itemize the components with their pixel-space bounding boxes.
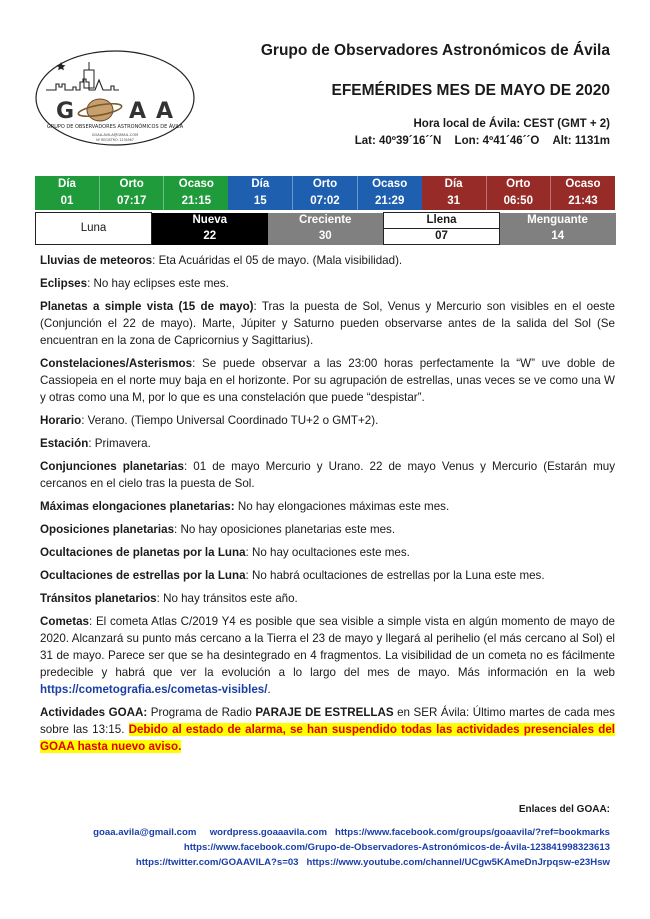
facebook-page-link[interactable]: https://www.facebook.com/Grupo-de-Observadores-Astronómicos-de-Ávila-123841998323613 [183,842,610,853]
eph-header-ocaso-3: Ocaso [551,176,616,193]
moon-label: Luna [36,213,152,245]
section-cometas: Cometas: El cometa Atlas C/2019 Y4 es posible que sea visible a simple vista en algún momento de mayo de 2020. Alcanzará su punto más cercano a la Tierra el 23 de mayo y llegará al perihelio (el más cercano al Sol) el 31 de mayo. Parece ser que se ha desintegrado en 4 fragmentos. La visibilidad de un cometa no es fácilmente predecible y habrá que ver la evolución a lo largo del mes de mayo. Más información en la web https://cometografia.es/cometas-visibles/. [40,615,615,696]
moon-day-creciente: 30 [268,229,384,245]
moon-day-menguante: 14 [500,229,616,245]
ephemeris-value-row [35,193,615,210]
svg-text:GRUPO DE OBSERVADORES ASTRONÓM: GRUPO DE OBSERVADORES ASTRONÓMICOS DE ÁVILA [46,124,184,130]
footer-line-1 [50,825,610,840]
eph-header-ocaso-1: Ocaso [164,176,228,193]
svg-text:GOAA.AVILA@GMAIL.COM: GOAA.AVILA@GMAIL.COM [91,133,139,137]
ephemeris-table [35,176,615,210]
eph-value-day-1: 01 [35,193,99,210]
section-oposiciones: Oposiciones planetarias: No hay oposiciones planetarias este mes. [40,523,396,536]
svg-text:Nº REGISTRO: 1234567: Nº REGISTRO: 1234567 [96,138,134,142]
section-eclipses: Eclipses: No hay eclipses este mes. [40,277,229,290]
section-horario: Horario: Verano. (Tiempo Universal Coordinado TU+2 o GMT+2). [40,414,379,427]
org-title: Grupo de Observadores Astronómicos de Ávila [260,42,610,59]
eph-header-orto-3: Orto [486,176,550,193]
alarm-notice: Debido al estado de alarma, se han suspendido todas las actividades presenciales del GOAA hasta nuevo aviso. [40,723,615,753]
moon-day-nueva: 22 [152,229,268,245]
moon-phases-table [35,212,616,245]
ephemeris-content [40,252,615,761]
youtube-link[interactable]: https://www.youtube.com/channel/UCgw5KAmeDnJrpqsw-e23Hsw [306,857,610,868]
altitude: Alt: 1131m [552,135,610,147]
footer-line-2 [50,840,610,855]
eph-value-orto-2: 07:02 [293,193,357,210]
eph-value-ocaso-3: 21:43 [551,193,616,210]
eph-header-day-1: Día [35,176,99,193]
eph-value-ocaso-2: 21:29 [357,193,421,210]
moon-phase-llena: Llena [384,213,500,229]
coordinates [355,135,610,147]
eph-header-orto-1: Orto [99,176,163,193]
eph-value-day-2: 15 [228,193,292,210]
eph-header-day-3: Día [422,176,486,193]
section-planetas: Planetas a simple vista (15 de mayo): Tras la puesta de Sol, Venus y Mercurio son visibles en el oeste (Conjunción el 22 de mayo). Marte, Júpiter y Saturno pueden observarse antes de la salida del Sol (Se encuentran en la zona de Capricornius y Sagittarius). [40,300,615,347]
ephemeris-header-row [35,176,615,193]
section-conjunciones: Conjunciones planetarias: 01 de mayo Mercurio y Urano. 22 de mayo Venus y Mercurio (Estarán muy cercanos en el cielo tras la puesta de Sol. [40,460,616,490]
eph-value-day-3: 31 [422,193,486,210]
eph-value-ocaso-1: 21:15 [164,193,228,210]
section-meteoros: Lluvias de meteoros: Eta Acuáridas el 05 de mayo. (Mala visibilidad). [40,254,403,267]
footer-title: Enlaces del GOAA: [518,804,610,815]
section-constelaciones: Constelaciones/Asterismos: Se puede observar a las 23:00 horas perfectamente la “W” uve doble de Cassiopeia en el norte muy baja en el horizonte. Por su agrupación de estrellas, unas veces se ve como una W y otras como una M, por lo que es una constelación que puede “despistar”. [40,357,615,404]
eph-value-orto-1: 07:17 [99,193,163,210]
moon-day-llena: 07 [384,229,500,245]
moon-phase-name-row [36,213,616,229]
footer-line-3 [50,855,610,870]
wordpress-link[interactable]: wordpress.goaaavila.com [209,827,327,838]
email-link[interactable]: goaa.avila@gmail.com [93,827,197,838]
longitude: Lon: 4º41´46´´O [454,135,540,147]
eph-header-day-2: Día [228,176,292,193]
eph-header-orto-2: Orto [293,176,357,193]
radio-program-name: PARAJE DE ESTRELLAS [255,706,394,719]
footer-links [50,802,610,870]
section-estacion: Estación: Primavera. [40,437,151,450]
section-transitos: Tránsitos planetarios: No hay tránsitos este año. [40,592,298,605]
logo-letter-a2: A [156,99,174,124]
latitude: Lat: 40º39´16´´N [354,135,442,147]
eph-header-ocaso-2: Ocaso [357,176,421,193]
local-time: Hora local de Ávila: CEST (GMT + 2) [413,118,610,130]
logo-letter-g: G [56,99,75,124]
moon-phase-menguante: Menguante [500,213,616,229]
doc-title: EFEMÉRIDES MES DE MAYO DE 2020 [331,82,610,99]
facebook-group-link[interactable]: https://www.facebook.com/groups/goaavila/?ref=bookmarks [335,827,610,838]
cometografia-link[interactable]: https://cometografia.es/cometas-visibles/ [40,683,268,696]
section-ocultaciones-planetas: Ocultaciones de planetas por la Luna: No hay ocultaciones este mes. [40,546,410,559]
section-actividades: Actividades GOAA: Programa de Radio PARAJE DE ESTRELLAS en SER Ávila: Último martes de cada mes sobre las 13:15. Debido al estado de alarma, se han suspendido todas las actividades presenciales del GOAA hasta nuevo aviso. [40,706,615,753]
moon-phase-nueva: Nueva [152,213,268,229]
logo-letter-a: A [129,99,147,124]
goaa-logo [34,48,196,148]
eph-value-orto-3: 06:50 [486,193,550,210]
twitter-link[interactable]: https://twitter.com/GOAAVILA?s=03 [135,857,299,868]
section-ocultaciones-estrellas: Ocultaciones de estrellas por la Luna: No habrá ocultaciones de estrellas por la Luna este mes. [40,569,545,582]
section-elongaciones: Máximas elongaciones planetarias: No hay elongaciones máximas este mes. [40,500,450,513]
moon-phase-creciente: Creciente [268,213,384,229]
